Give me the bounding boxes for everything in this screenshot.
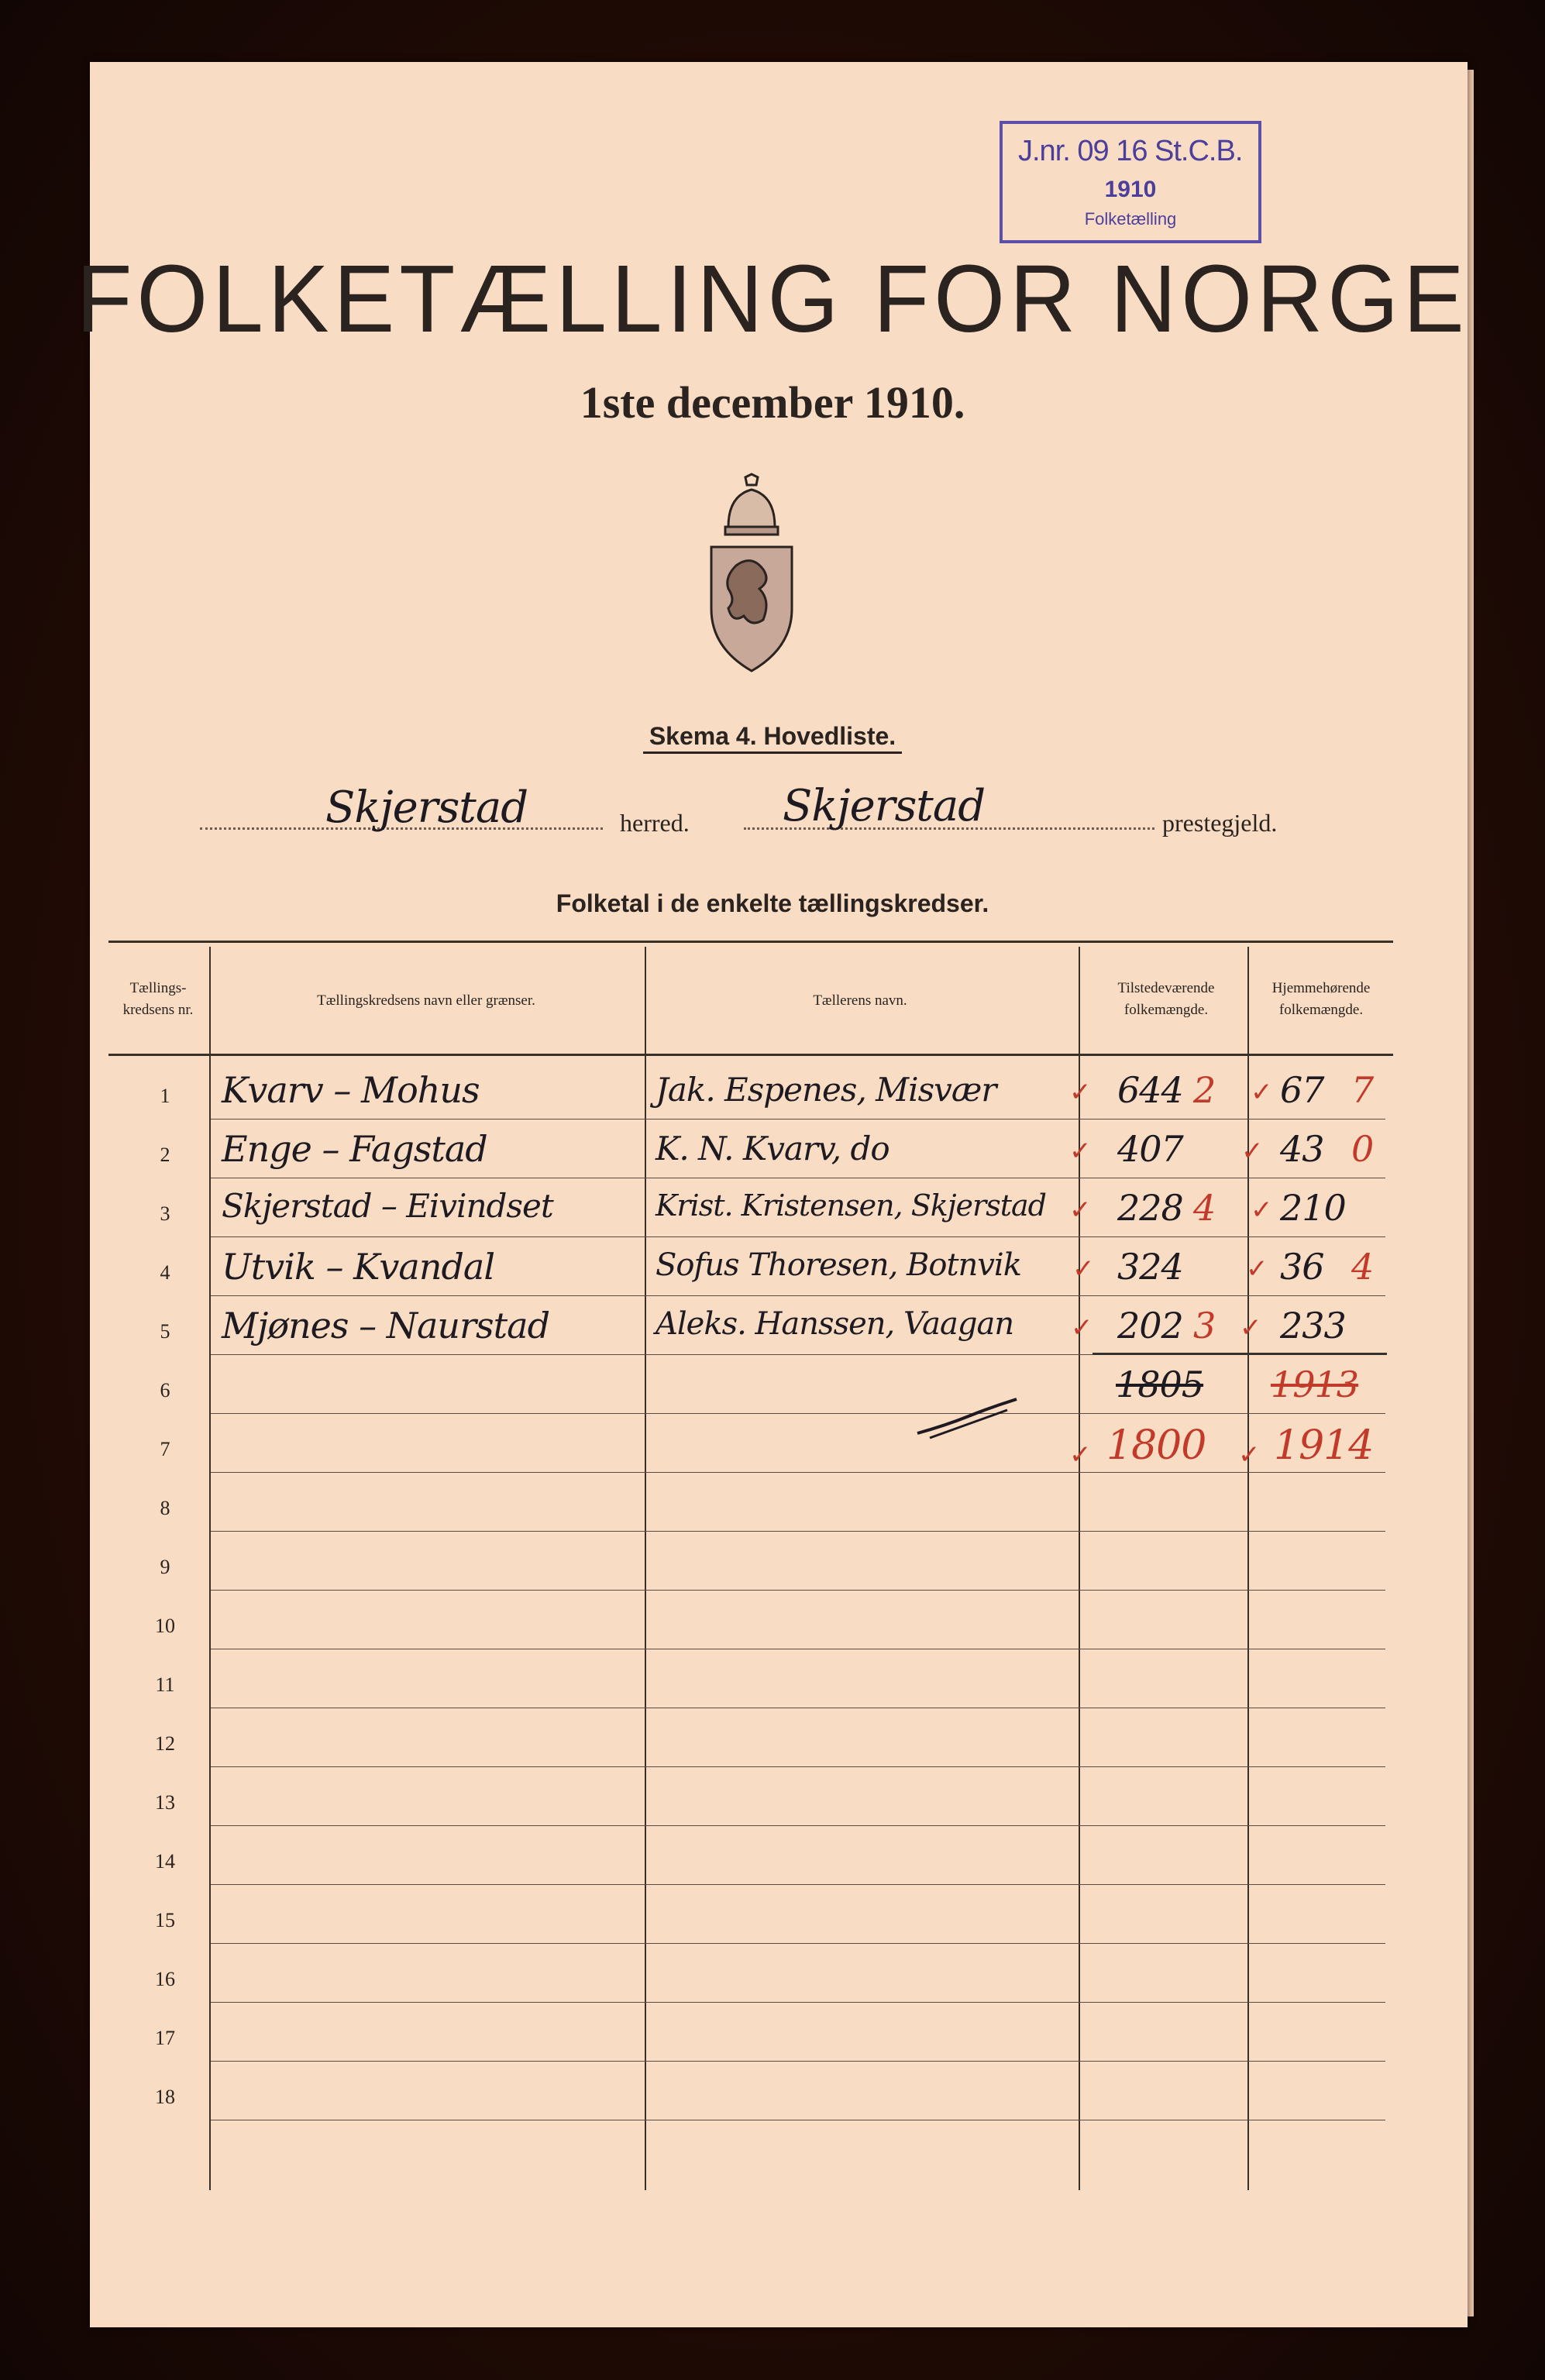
row-number: 10 bbox=[155, 1615, 175, 1637]
header-resident: Hjemmehørende folkemængde. bbox=[1271, 980, 1371, 1018]
row-3-resident: 210 bbox=[1280, 1187, 1346, 1229]
census-date: 1ste december 1910. bbox=[580, 377, 965, 428]
stamp-line-1: J.nr. 09 16 St.C.B. bbox=[1018, 135, 1243, 167]
row-number: 7 bbox=[160, 1438, 170, 1460]
prestegjeld-value: Skjerstad bbox=[783, 781, 986, 831]
row-number: 18 bbox=[155, 2086, 175, 2108]
row-number: 9 bbox=[160, 1556, 170, 1578]
header-nr: Tællings-kredsens nr. bbox=[122, 980, 194, 1018]
header-present: Tilstedeværende folkemængde. bbox=[1117, 980, 1215, 1018]
row-5-present-correction: 3 bbox=[1193, 1305, 1216, 1346]
row-2-present: 407 bbox=[1117, 1128, 1183, 1170]
row-2-resident-correction: 0 bbox=[1351, 1128, 1374, 1170]
row-number: 13 bbox=[155, 1791, 175, 1814]
row-number: 16 bbox=[155, 1968, 175, 1990]
herred-value: Skjerstad bbox=[325, 782, 528, 833]
row-number: 8 bbox=[160, 1497, 170, 1519]
check-mark-7: ✓ bbox=[1072, 1254, 1095, 1285]
check-mark-2: ✓ bbox=[1251, 1077, 1273, 1108]
col-divider-1 bbox=[209, 947, 211, 2190]
row-rule bbox=[211, 1472, 1385, 1473]
struck-total-resident: 1913 bbox=[1271, 1364, 1359, 1405]
row-number: 5 bbox=[160, 1320, 170, 1343]
row-rule bbox=[211, 1766, 1385, 1767]
row-number: 15 bbox=[155, 1909, 175, 1931]
schema-label: Skema 4. Hovedliste. bbox=[0, 722, 1545, 751]
row-2-resident: 43 bbox=[1280, 1128, 1324, 1170]
table-header-rule bbox=[108, 1054, 1393, 1056]
closing-stroke-icon bbox=[914, 1395, 1023, 1441]
check-mark-5: ✓ bbox=[1069, 1195, 1092, 1226]
row-5-resident: 233 bbox=[1280, 1305, 1346, 1346]
stamp-line-3: Folketælling bbox=[1084, 209, 1177, 229]
row-number: 17 bbox=[155, 2027, 175, 2049]
row-4-resident: 36 bbox=[1280, 1246, 1324, 1288]
page-title: FOLKETÆLLING FOR NORGE bbox=[76, 245, 1469, 353]
check-mark-1: ✓ bbox=[1069, 1077, 1092, 1108]
row-3-name: Skjerstad – Eivindset bbox=[222, 1187, 553, 1225]
row-number: 3 bbox=[160, 1202, 170, 1225]
row-number: 11 bbox=[155, 1673, 175, 1696]
archive-stamp bbox=[1000, 121, 1261, 243]
row-rule bbox=[211, 1943, 1385, 1944]
check-mark-6: ✓ bbox=[1251, 1195, 1273, 1226]
row-rule bbox=[211, 1531, 1385, 1532]
row-rule bbox=[211, 1884, 1385, 1885]
row-5-counter: Aleks. Hanssen, Vaagan bbox=[656, 1306, 1014, 1342]
row-4-resident-correction: 4 bbox=[1351, 1246, 1374, 1288]
row-2-name: Enge – Fagstad bbox=[222, 1128, 487, 1170]
total-present: 1800 bbox=[1106, 1422, 1206, 1469]
section-title: Folketal i de enkelte tællingskredser. bbox=[556, 889, 989, 917]
row-rule bbox=[211, 2002, 1385, 2003]
row-number: 2 bbox=[160, 1144, 170, 1166]
row-1-present: 644 bbox=[1117, 1069, 1183, 1111]
row-rule bbox=[211, 1590, 1385, 1591]
check-mark-11: ✓ bbox=[1069, 1439, 1092, 1470]
row-4-counter: Sofus Thoresen, Botnvik bbox=[656, 1247, 1021, 1283]
check-mark-3: ✓ bbox=[1069, 1136, 1092, 1167]
row-1-counter: Jak. Espenes, Misvær bbox=[656, 1071, 996, 1109]
row-number: 6 bbox=[160, 1379, 170, 1402]
check-mark-8: ✓ bbox=[1246, 1254, 1268, 1285]
row-3-counter: Krist. Kristensen, Skjerstad bbox=[656, 1188, 1046, 1223]
col-divider-2 bbox=[645, 947, 646, 2190]
sum-underline bbox=[1093, 1353, 1387, 1355]
row-5-name: Mjønes – Naurstad bbox=[222, 1305, 550, 1346]
row-number: 4 bbox=[160, 1261, 170, 1284]
row-4-present: 324 bbox=[1117, 1246, 1183, 1288]
row-rule bbox=[211, 1413, 1385, 1414]
header-name: Tællingskredsens navn eller grænser. bbox=[317, 992, 535, 1009]
stamp-line-2: 1910 bbox=[1104, 177, 1157, 202]
row-1-resident: 67 bbox=[1280, 1069, 1324, 1111]
check-mark-4: ✓ bbox=[1241, 1136, 1264, 1167]
row-1-present-correction: 2 bbox=[1193, 1069, 1216, 1111]
struck-total-present: 1805 bbox=[1116, 1364, 1204, 1405]
prestegjeld-label: prestegjeld. bbox=[1162, 809, 1278, 837]
check-mark-10: ✓ bbox=[1240, 1312, 1262, 1343]
herred-label: herred. bbox=[620, 809, 690, 837]
check-mark-12: ✓ bbox=[1238, 1439, 1261, 1470]
col-divider-3 bbox=[1079, 947, 1080, 2190]
col-divider-4 bbox=[1247, 947, 1249, 2190]
row-number: 1 bbox=[160, 1085, 170, 1107]
total-resident: 1914 bbox=[1274, 1422, 1374, 1469]
row-5-present: 202 bbox=[1117, 1305, 1183, 1346]
row-rule bbox=[211, 2061, 1385, 2062]
row-rule bbox=[211, 1825, 1385, 1826]
row-3-present: 228 bbox=[1117, 1187, 1183, 1229]
header-counter: Tællerens navn. bbox=[813, 992, 907, 1009]
coat-of-arms-icon bbox=[697, 473, 806, 674]
row-rule bbox=[211, 1236, 1385, 1237]
check-mark-9: ✓ bbox=[1071, 1312, 1093, 1343]
row-1-name: Kvarv – Mohus bbox=[222, 1069, 480, 1111]
row-number: 14 bbox=[155, 1850, 175, 1873]
row-1-resident-correction: 7 bbox=[1351, 1069, 1374, 1111]
row-2-counter: K. N. Kvarv, do bbox=[656, 1130, 889, 1168]
row-rule bbox=[211, 1295, 1385, 1296]
row-4-name: Utvik – Kvandal bbox=[222, 1246, 495, 1288]
row-number: 12 bbox=[155, 1732, 175, 1755]
table-top-rule bbox=[108, 941, 1393, 943]
row-3-present-correction: 4 bbox=[1193, 1187, 1216, 1229]
